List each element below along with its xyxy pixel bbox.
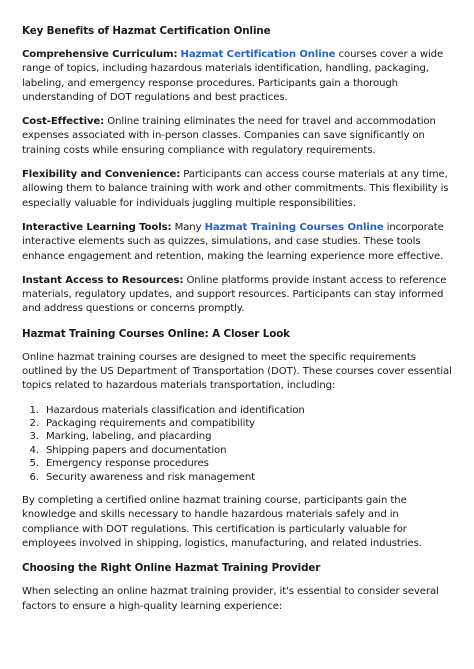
document-page bbox=[22, 24, 458, 624]
benefit-curriculum bbox=[22, 48, 458, 105]
benefit-flexibility-lead: Flexibility and Convenience: bbox=[22, 169, 181, 181]
benefit-interactive-before: Many bbox=[171, 221, 205, 233]
benefit-flexibility-text: Participants can access course materials at any time, allowing them to balance training with work and other commitments. This flexibility is especially valuable for individuals juggling multiple responsibilities. bbox=[22, 169, 449, 209]
list-item: 3. Marking, labeling, and placarding bbox=[42, 430, 458, 443]
benefit-interactive bbox=[22, 221, 458, 264]
benefit-interactive-text: incorporate interactive elements such as quizzes, simulations, and case studies. These tools enhance engagement and retention, making the learning experience more effective. bbox=[22, 221, 444, 262]
topics-list bbox=[22, 404, 458, 484]
list-item: 2. Packaging requirements and compatibility bbox=[42, 417, 458, 430]
benefit-curriculum-lead: Comprehensive Curriculum: bbox=[22, 49, 178, 60]
benefit-curriculum-text: courses cover a wide range of topics, including hazardous materials identification, handling, packaging, labeling, and emergency response procedures. Participants gain a thorough understanding of DOT regulations and best practices. bbox=[22, 49, 444, 103]
benefit-cost bbox=[22, 115, 458, 158]
hazmat-certification-online-link[interactable]: Hazmat Certification Online bbox=[180, 49, 336, 60]
intro-paragraph: Online hazmat training courses are designed to meet the specific requirements outlined by the US Department of Transportation (DOT). These courses cover essential topics related to hazardous materials transportation, including: bbox=[22, 351, 452, 392]
benefit-flexibility bbox=[22, 168, 458, 211]
list-item: 1. Hazardous materials classification and identification bbox=[42, 404, 458, 417]
hazmat-training-courses-online-link[interactable]: Hazmat Training Courses Online bbox=[204, 221, 384, 233]
benefit-resources bbox=[22, 274, 458, 317]
benefit-resources-lead: Instant Access to Resources: bbox=[22, 274, 184, 286]
heading-closer-look: Hazmat Training Courses Online: A Closer Look bbox=[22, 327, 290, 340]
completion-paragraph: By completing a certified online hazmat training course, participants gain the knowledge and skills necessary to handle hazardous materials safely and in compliance with DOT regulations. This certification is particularly valuable for employees involved in shipping, logistics, manufacturing, and related industries. bbox=[22, 495, 422, 549]
benefit-interactive-lead: Interactive Learning Tools: bbox=[22, 221, 172, 233]
benefit-cost-text: Online training eliminates the need for travel and accommodation expenses associated with in-person classes. Companies can save significantly on training costs while ensuring compliance with regulatory requirements. bbox=[22, 116, 436, 156]
heading-key-benefits: Key Benefits of Hazmat Certification Online bbox=[22, 25, 271, 37]
list-item: 5. Emergency response procedures bbox=[42, 457, 458, 470]
benefit-cost-lead: Cost-Effective: bbox=[22, 116, 105, 128]
list-item: 6. Security awareness and risk management bbox=[42, 471, 458, 484]
benefit-resources-text: Online platforms provide instant access to reference materials, regulatory updates, and support resources. Participants can stay informed and address questions or concerns promptly. bbox=[22, 274, 447, 315]
list-item: 4. Shipping papers and documentation bbox=[42, 444, 458, 457]
heading-choosing-provider: Choosing the Right Online Hazmat Training Provider bbox=[22, 562, 321, 575]
closing-paragraph: When selecting an online hazmat training provider, it's essential to consider several factors to ensure a high-quality learning experience: bbox=[22, 586, 439, 612]
